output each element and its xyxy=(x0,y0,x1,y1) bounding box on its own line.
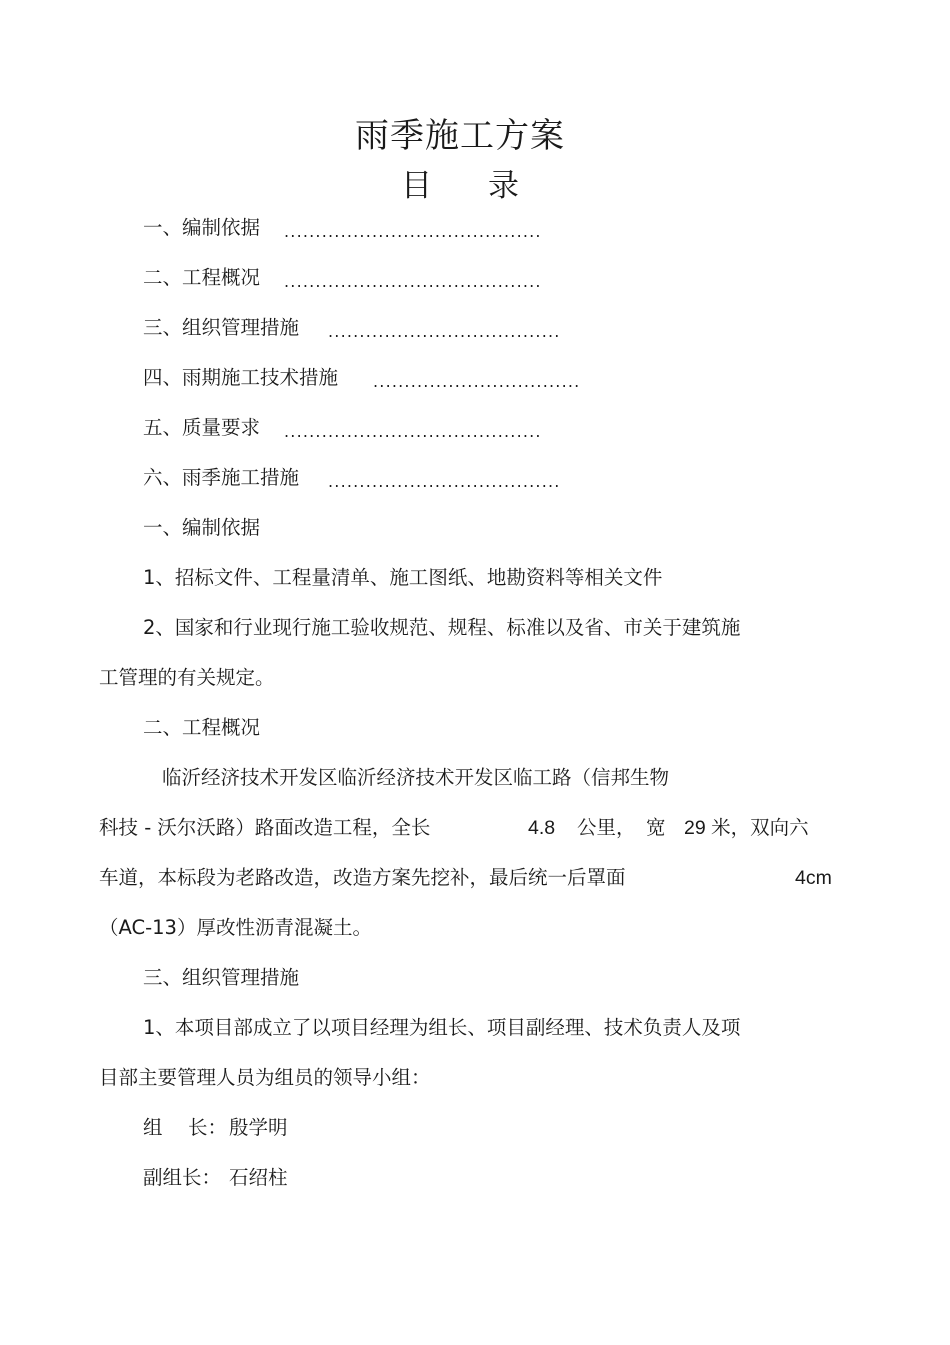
toc-heading xyxy=(0,160,920,205)
toc-item-4-dots: ................................. xyxy=(373,372,581,391)
leader-name: 殷学明 xyxy=(229,1116,288,1139)
toc-heading-left: 目 xyxy=(401,168,432,204)
section-1-paragraph-2-line-2: 工管理的有关规定。 xyxy=(99,666,275,689)
section-2-line-2e: 29 米，双向六 xyxy=(684,817,809,839)
section-2-line-1: 临沂经济技术开发区临沂经济技术开发区临工路（信邦生物 xyxy=(162,766,670,789)
deputy-label: 副组长： xyxy=(143,1166,222,1189)
section-2-line-2c: 公里， xyxy=(577,816,636,839)
section-2-heading: 二、工程概况 xyxy=(143,716,261,739)
toc-item-3-dots: ..................................... xyxy=(328,322,561,341)
toc-item-1-label: 一、编制依据 xyxy=(143,216,261,239)
toc-heading-right: 录 xyxy=(488,168,519,204)
toc-item-2-label: 二、工程概况 xyxy=(143,266,261,289)
toc-item-4-label: 四、雨期施工技术措施 xyxy=(143,366,339,389)
section-2-line-2-length: 4.8 xyxy=(528,817,556,839)
toc-item-5-dots: ......................................... xyxy=(284,422,542,441)
section-2-line-3a: 车道，本标段为老路改造，改造方案先挖补，最后统一后罩面 xyxy=(99,866,626,889)
toc-item-3-label: 三、组织管理措施 xyxy=(143,316,300,339)
toc-item-1-dots: ......................................... xyxy=(284,222,542,241)
section-3-paragraph-1-line-2: 目部主要管理人员为组员的领导小组： xyxy=(99,1066,431,1089)
toc-item-5-label: 五、质量要求 xyxy=(143,416,261,439)
leader-label-a: 组 xyxy=(143,1116,163,1139)
section-1-heading: 一、编制依据 xyxy=(143,516,261,539)
section-2-line-4: （AC-13）厚改性沥青混凝土。 xyxy=(99,916,372,939)
section-2-line-2d: 宽 xyxy=(646,816,666,839)
deputy-name: 石绍柱 xyxy=(229,1166,288,1189)
section-3-heading: 三、组织管理措施 xyxy=(143,966,300,989)
section-3-paragraph-1-line-1: 1、本项目部成立了以项目经理为组长、项目副经理、技术负责人及项 xyxy=(143,1016,741,1039)
section-1-paragraph-2-line-1: 2、国家和行业现行施工验收规范、规程、标准以及省、市关于建筑施 xyxy=(143,616,741,639)
leader-label-b: 长： xyxy=(188,1116,228,1139)
toc-item-6-dots: ..................................... xyxy=(328,472,561,491)
section-1-paragraph-1: 1、招标文件、工程量清单、施工图纸、地勘资料等相关文件 xyxy=(143,566,663,589)
section-2-line-2a: 科技 - 沃尔沃路）路面改造工程，全长 xyxy=(99,816,431,839)
toc-item-2-dots: ......................................... xyxy=(284,272,542,291)
toc-item-6-label: 六、雨季施工措施 xyxy=(143,466,300,489)
document-title: 雨季施工方案 xyxy=(355,116,565,156)
section-2-line-3-thickness: 4cm xyxy=(795,867,832,889)
